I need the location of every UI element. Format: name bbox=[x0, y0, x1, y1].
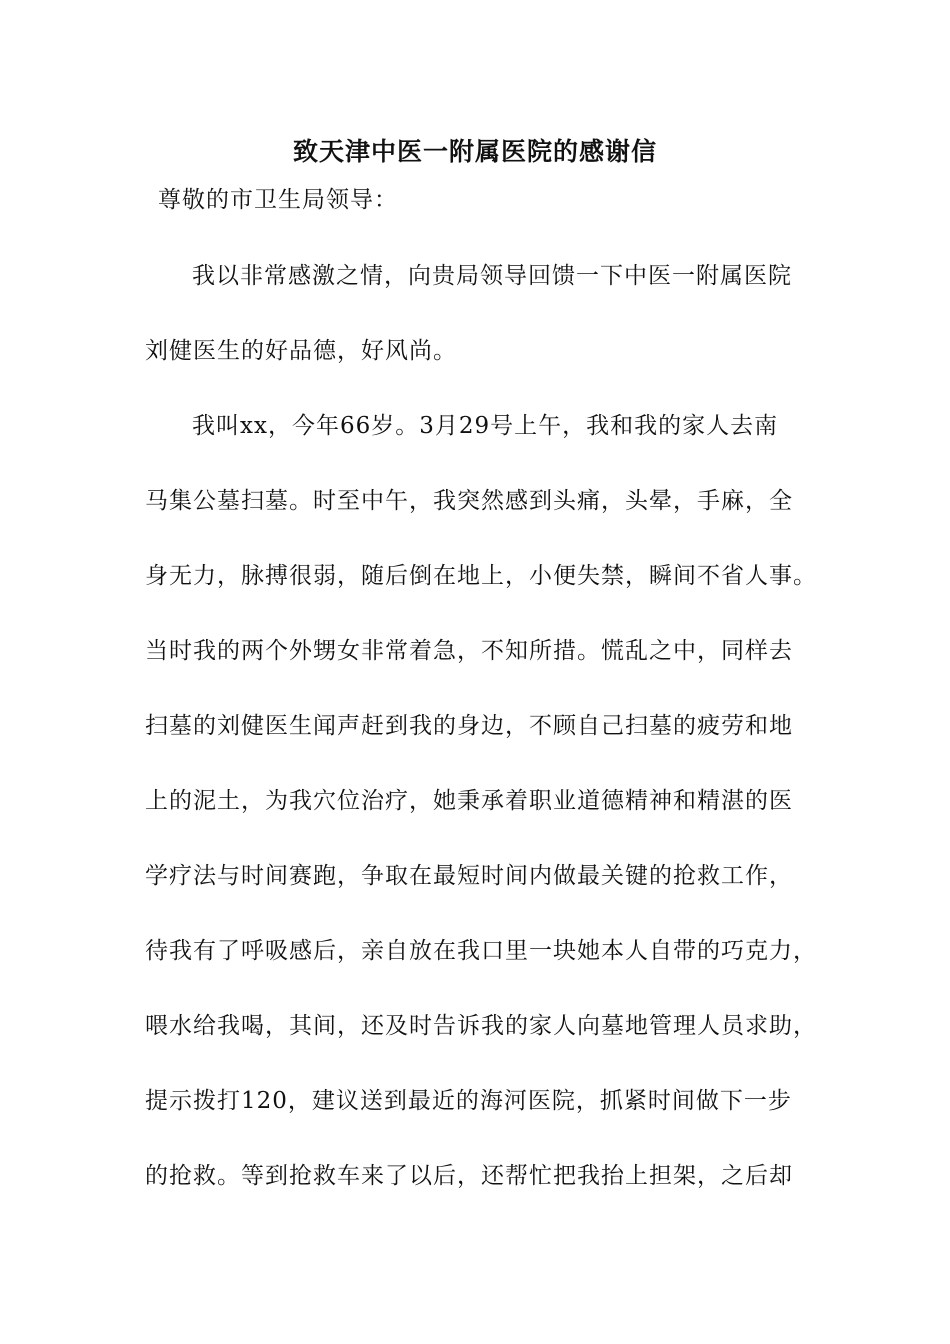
body-line-10: 待我有了呼吸感后，亲自放在我口里一块她本人自带的巧克力， bbox=[145, 938, 817, 964]
body-line-2: 刘健医生的好品德，好风尚。 bbox=[145, 338, 457, 364]
body-line-7: 扫墓的刘健医生闻声赶到我的身边，不顾自己扫墓的疲劳和地 bbox=[145, 713, 793, 739]
body-line-4: 马集公墓扫墓。时至中午，我突然感到头痛，头晕，手麻，全 bbox=[145, 488, 793, 514]
body-line-8: 上的泥土，为我穴位治疗，她秉承着职业道德精神和精湛的医 bbox=[145, 788, 793, 814]
body-line-6: 当时我的两个外甥女非常着急，不知所措。慌乱之中，同样去 bbox=[145, 638, 793, 664]
body-line-5: 身无力，脉搏很弱，随后倒在地上，小便失禁，瞬间不省人事。 bbox=[145, 563, 817, 589]
letter-salutation: 尊敬的市卫生局领导： bbox=[158, 187, 398, 213]
body-line-1: 我以非常感激之情，向贵局领导回馈一下中医一附属医院 bbox=[192, 263, 792, 289]
body-line-13: 的抢救。等到抢救车来了以后，还帮忙把我抬上担架，之后却 bbox=[145, 1163, 793, 1189]
letter-title: 致天津中医一附属医院的感谢信 bbox=[292, 137, 657, 166]
body-line-11: 喂水给我喝，其间，还及时告诉我的家人向墓地管理人员求助， bbox=[145, 1013, 817, 1039]
body-line-3: 我叫xx，今年66岁。3月29号上午，我和我的家人去南 bbox=[192, 413, 779, 439]
body-line-9: 学疗法与时间赛跑，争取在最短时间内做最关键的抢救工作， bbox=[145, 863, 793, 889]
body-line-12: 提示拨打120，建议送到最近的海河医院，抓紧时间做下一步 bbox=[145, 1088, 792, 1114]
